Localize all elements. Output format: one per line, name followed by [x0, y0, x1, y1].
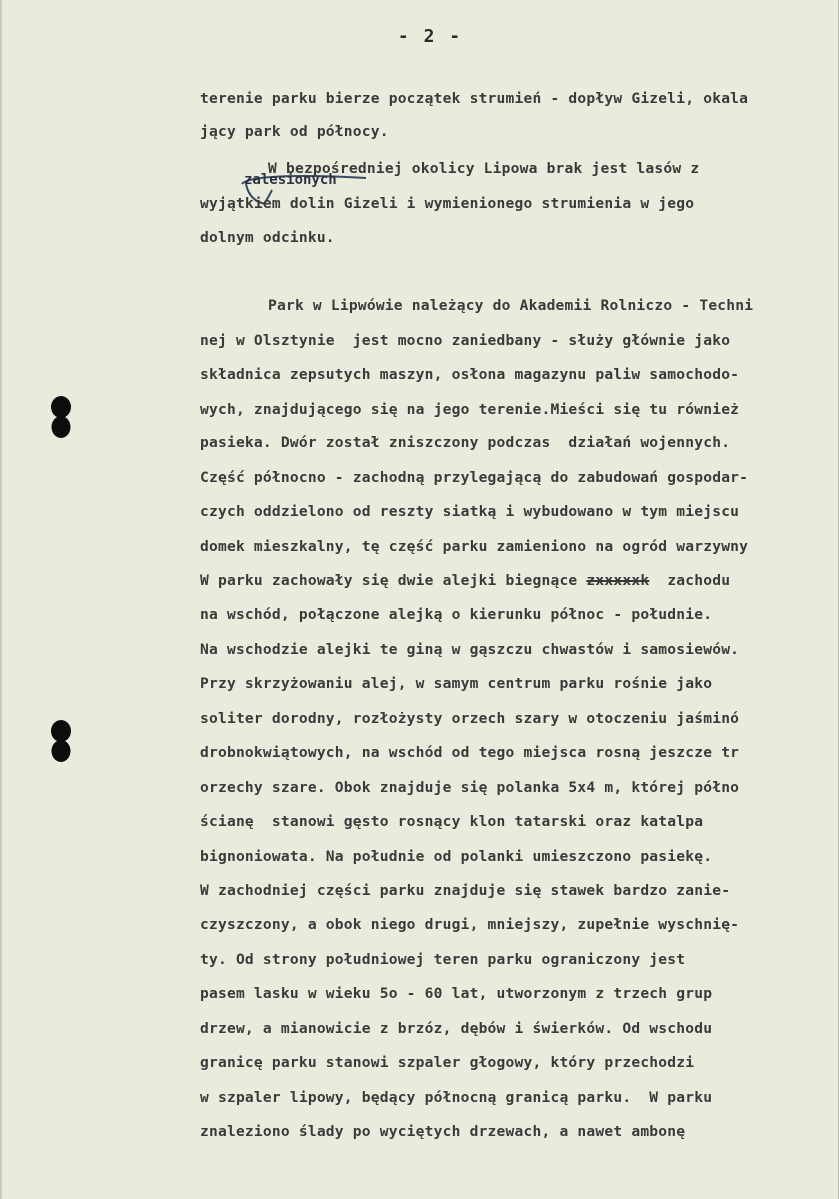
text-line-6: Park w Lipwówie należący do Akademii Rolniczo - Techni: [268, 297, 754, 314]
text-line-9: wych, znajdującego się na jego terenie.Mieści się tu również: [200, 401, 740, 418]
text-line-11: Część północno - zachodną przylegającą do zabudowań gospodar-: [200, 469, 749, 486]
text-line-21: ścianę stanowi gęsto rosnący klon tatarski oraz katalpa: [200, 813, 704, 830]
text-line-14-start: W parku zachowały się dwie alejki biegnące: [200, 572, 578, 589]
text-line-22: bignoniowata. Na południe od polanki umieszczono pasiekę.: [200, 848, 713, 865]
punch-hole-icon: [51, 396, 71, 438]
text-line-28: granicę parku stanowi szpaler głogowy, który przechodzi: [200, 1054, 695, 1071]
page-number: - 2 -: [397, 26, 463, 47]
struck-text: zxxxxxk: [586, 572, 650, 589]
text-line-5: dolnym odcinku.: [200, 229, 335, 246]
text-line-15: na wschód, połączone alejką o kierunku północ - południe.: [200, 606, 713, 623]
text-line-14: [200, 572, 730, 589]
text-line-23: W zachodniej części parku znajduje się stawek bardzo zanie-: [200, 882, 731, 899]
text-line-20: orzechy szare. Obok znajduje się polanka 5x4 m, której półno: [200, 779, 740, 796]
text-line-16: Na wschodzie alejki te giną w gąszczu chwastów i samosiewów.: [200, 641, 740, 658]
text-line-25: ty. Od strony południowej teren parku ograniczony jest: [200, 951, 686, 968]
punch-hole-icon: [51, 720, 71, 762]
text-line-18: soliter dorodny, rozłożysty orzech szary w otoczeniu jaśminó: [200, 710, 740, 727]
text-line-4: wyjątkiem dolin Gizeli i wymienionego strumienia w jego: [200, 195, 695, 212]
text-line-26: pasem lasku w wieku 5o - 60 lat, utworzonym z trzech grup: [200, 985, 713, 1002]
text-line-19: drobnokwiątowych, na wschód od tego miejsca rosną jeszcze tr: [200, 744, 740, 761]
text-line-17: Przy skrzyżowaniu alej, w samym centrum parku rośnie jako: [200, 675, 713, 692]
text-line-2: jący park od północy.: [200, 123, 389, 140]
text-line-24: czyszczony, a obok niego drugi, mniejszy, zupełnie wyschnię-: [200, 916, 740, 933]
text-line-27: drzew, a mianowicie z brzóz, dębów i świerków. Od wschodu: [200, 1020, 713, 1037]
text-line-30: znaleziono ślady po wyciętych drzewach, a nawet ambonę: [200, 1123, 686, 1140]
page-left-edge: [0, 0, 2, 1199]
text-line-29: w szpaler lipowy, będący północną granicą parku. W parku: [200, 1089, 713, 1106]
text-line-10: pasieka. Dwór został zniszczony podczas działań wojennych.: [200, 434, 731, 451]
text-line-12: czych oddzielono od reszty siatką i wybudowano w tym miejscu: [200, 503, 740, 520]
text-line-14-end: zachodu: [667, 572, 731, 589]
text-line-13: domek mieszkalny, tę część parku zamieniono na ogród warzywny: [200, 538, 749, 555]
text-line-7: nej w Olsztynie jest mocno zaniedbany - służy głównie jako: [200, 332, 731, 349]
text-line-1: terenie parku bierze początek strumień - dopływ Gizeli, okala: [200, 90, 749, 107]
handwritten-insertion: zalesionych: [244, 172, 337, 188]
text-line-3: W bezpośredniej okolicy Lipowa brak jest lasów z: [268, 160, 700, 177]
text-line-8: składnica zepsutych maszyn, osłona magazynu paliw samochodo-: [200, 366, 740, 383]
